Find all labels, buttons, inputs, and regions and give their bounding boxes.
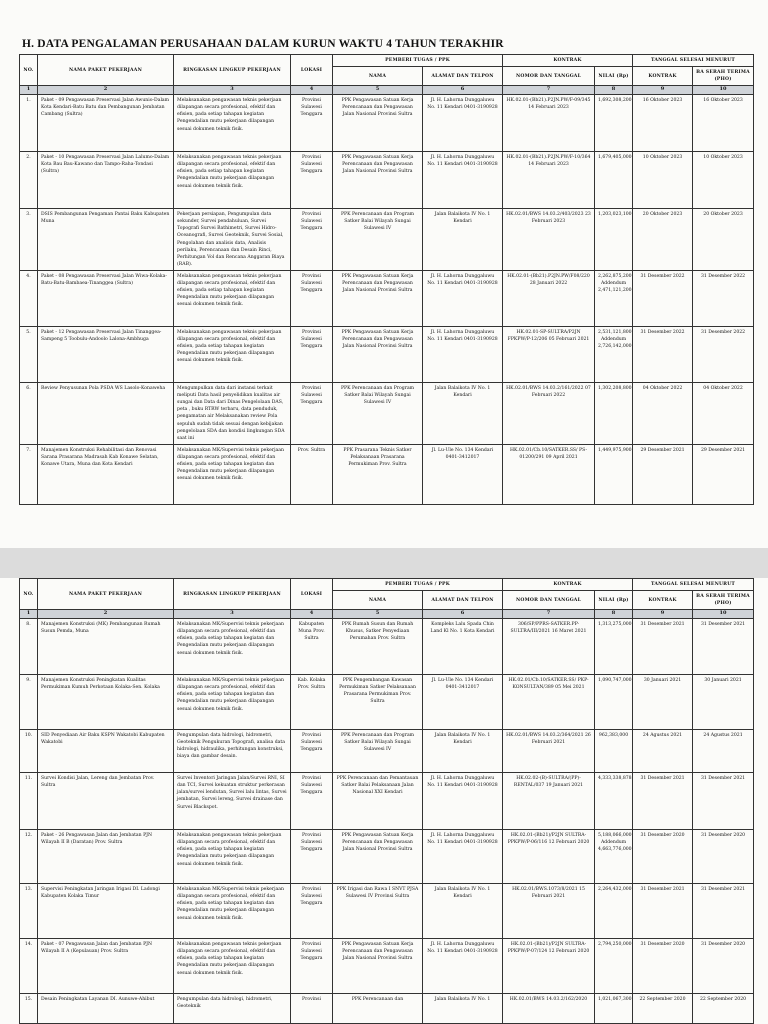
header-kontrak: KONTRAK (503, 55, 633, 67)
cell-tgl-kontrak: 04 Oktober 2022 (633, 382, 693, 444)
header-alamat: ALAMAT DAN TELPON (423, 591, 503, 610)
cell-alamat: Jl. H. Lahorna Dunggaluwu No. 11 Kendari 0401-3190928 (423, 830, 503, 884)
cell-ba-serah-terima: 20 Oktober 2023 (693, 209, 754, 271)
cell-tgl-kontrak: 31 Desember 2021 (633, 619, 693, 675)
cell-nomor-tanggal: HK.02.01/BWS 14.03.2/162/2020 (503, 994, 595, 1024)
cell-lokasi: Provinsi Sulawesi Tenggara (291, 152, 333, 209)
cell-nama-paket: Paket - 12 Pengawasan Preservasi Jalan Tinanggea-Sampeng 5 Toobulu-Andoolo Lalona-Ambhuga (38, 326, 174, 382)
cell-nilai: 4,333,338,878 (595, 773, 633, 830)
cell-nomor-tanggal: HK.02.01/Cb.10/SATKER.SS/ PS-01200/291 09 April 2021 (503, 444, 595, 504)
header-no: NO. (20, 579, 38, 610)
cell-nomor-tanggal: HK.02.01/BWS.1073/8/2021 15 Februari 2021 (503, 884, 595, 939)
row-number: 13. (20, 884, 38, 939)
row-number: 9. (20, 675, 38, 730)
cell-ba-serah-terima: 31 Desember 2021 (693, 619, 754, 675)
cell-nilai: 2,531,121,800 Addendum 2,726,142,000 (595, 326, 633, 382)
cell-pemberi-nama: PPK Pengawasan Satuan Kerja Perencanaan dan Pengawasan Jalan Nasional Provinsi Sultra (333, 939, 423, 994)
cell-lingkup: Melaksanakan MK/Supervisi teknis pekerjaan dilapangan secara profesional, efektif dan efisien, pada setiap tahapan kegiatan dan Pengendalian mutu pekerjaan dilapangan sesuai dokumen teknik fisik. (174, 444, 291, 504)
header-tgl-kontrak: KONTRAK (633, 591, 693, 610)
cell-nilai: 5,188,066,000 Addendum 4,663,776,000 (595, 830, 633, 884)
column-number: 5 (333, 610, 423, 619)
cell-ba-serah-terima: 31 Desember 2021 (693, 773, 754, 830)
column-number: 10 (693, 86, 754, 95)
cell-tgl-kontrak: 16 Oktober 2023 (633, 95, 693, 152)
cell-ba-serah-terima: 10 Oktober 2023 (693, 152, 754, 209)
column-number: 2 (38, 86, 174, 95)
table-row (20, 884, 754, 939)
cell-nomor-tanggal: HK.02.02-(B)-SULTRA/(PP)-RENTAL/037 19 Januari 2021 (503, 773, 595, 830)
cell-alamat: Jalan Balaikota IV No. 1 Kendari (423, 884, 503, 939)
header-nama: NAMA (333, 67, 423, 86)
table-row (20, 773, 754, 830)
column-number: 3 (174, 610, 291, 619)
cell-pemberi-nama: PPK Pengawasan Satuan Kerja Perencanaan dan Pengawasan Jalan Nasional Provinsi Sultra (333, 152, 423, 209)
column-number: 7 (503, 610, 595, 619)
cell-pemberi-nama: PPK Prasarana Teknis Satker Pelaksanaan Prasarana Permukiman Prov. Sultra (333, 444, 423, 504)
cell-nomor-tanggal: HK.02.01-SP-SULTRA/P2JN FPKPW/P-12/206 05 Februari 2021 (503, 326, 595, 382)
cell-alamat: Jl. H. Lahorna Dunggaluwu No. 11 Kendari 0401-3190928 (423, 939, 503, 994)
cell-tgl-kontrak: 31 Desember 2021 (633, 773, 693, 830)
cell-tgl-kontrak: 30 Januari 2021 (633, 675, 693, 730)
cell-lingkup: Melaksanakan pengawasan teknis pekerjaan dilapangan secara profesional, efektif dan efisien, pada setiap tahapan kegiatan Pengendalian mutu pekerjaan dilapangan sesuai dokumen teknik fisik. (174, 830, 291, 884)
header-lingkup: RINGKASAN LINGKUP PEKERJAAN (174, 579, 291, 610)
cell-ba-serah-terima: 24 Agustus 2021 (693, 730, 754, 773)
cell-lokasi: Provinsi Sulawesi Tenggara (291, 830, 333, 884)
cell-pemberi-nama: PPK Pengawasan Satuan Kerja Perencanaan dan Pengawasan Jalan Nasional Provinsi Sultra (333, 270, 423, 326)
cell-lingkup: Melaksanakan pengawasan teknis pekerjaan dilapangan secara profesional, efektif dan efisien, pada setiap tahapan kegiatan Pengendalian mutu pekerjaan dilapangan sesuai dokumen teknik fisik. (174, 152, 291, 209)
cell-nama-paket: Paket - 26 Pengawasan Jalan dan Jembatan PJN Wilayah II B (Daratan) Prov. Sultra (38, 830, 174, 884)
header-nomor-tanggal: NOMOR DAN TANGGAL (503, 67, 595, 86)
header-no: NO. (20, 55, 38, 86)
cell-nama-paket: Desain Peningkatan Layanan DI. Aunuwe-Ahibut (38, 994, 174, 1024)
column-number: 9 (633, 86, 693, 95)
header-tanggal-selesai: TANGGAL SELESAI MENURUT (633, 579, 754, 591)
cell-lokasi: Provinsi Sulawesi Tenggara (291, 730, 333, 773)
table-row (20, 994, 754, 1024)
cell-ba-serah-terima: 04 Oktober 2022 (693, 382, 754, 444)
cell-nilai: 1,449,975,900 (595, 444, 633, 504)
cell-lingkup: Melaksanakan MK/Supervisi teknis pekerjaan dilapangan secara profesional, efektif dan efisien, pada setiap tahapan kegiatan dan Pengendalian mutu pekerjaan dilapangan sesuai dokumen teknik fisik. (174, 884, 291, 939)
experience-table-page-2 (19, 578, 754, 1024)
cell-lokasi: Provinsi Sulawesi Tenggara (291, 270, 333, 326)
column-number: 6 (423, 86, 503, 95)
cell-nama-paket: SID Penyediaan Air Baku KSPN Wakatobi Kabupaten Wakatobi (38, 730, 174, 773)
row-number: 11. (20, 773, 38, 830)
column-number: 8 (595, 86, 633, 95)
row-number: 4. (20, 270, 38, 326)
cell-nomor-tanggal: HK.02.01-(Bb21).P2JN.PW/F-09/345 14 Februari 2023 (503, 95, 595, 152)
header-ba-serah-terima: BA SERAH TERIMA (PHO) (693, 67, 754, 86)
cell-nomor-tanggal: 306/SP/PPRS-SATKER.PP-SULTRA/III/2021 16 Maret 2021 (503, 619, 595, 675)
cell-ba-serah-terima: 31 Desember 2022 (693, 326, 754, 382)
cell-tgl-kontrak: 29 Desember 2021 (633, 444, 693, 504)
cell-nomor-tanggal: HK.02.01-(Bb21)/P2JN SULTRA-PPKPW/P-07/124 12 Februari 2020 (503, 939, 595, 994)
column-number: 7 (503, 86, 595, 95)
cell-lokasi: Provinsi Sulawesi Tenggara (291, 209, 333, 271)
cell-alamat: Jl. Lu-Ule No. 134 Kendari 0401-3412017 (423, 444, 503, 504)
cell-tgl-kontrak: 10 Oktober 2023 (633, 152, 693, 209)
column-number: 5 (333, 86, 423, 95)
cell-lokasi: Provinsi Sulawesi Tenggara (291, 326, 333, 382)
cell-lokasi: Provinsi Sulawesi Tenggara (291, 382, 333, 444)
cell-pemberi-nama: PPK Perencanaan dan Program Satker Balai Wilayah Sungai Sulawesi IV (333, 209, 423, 271)
cell-lokasi: Provinsi Sulawesi Tenggara (291, 95, 333, 152)
cell-nomor-tanggal: HK.02.01-(Bb21).P2JN.PW/F-10/364 14 Februari 2023 (503, 152, 595, 209)
row-number: 8. (20, 619, 38, 675)
cell-tgl-kontrak: 31 Desember 2020 (633, 830, 693, 884)
header-nama: NAMA (333, 591, 423, 610)
cell-nama-paket: Paket - 09 Pengawasan Preservasi Jalan Awunio-Dalam Kota Kendari-Batu Batu dan Pembangunan Jembatan Cambang (Sultra) (38, 95, 174, 152)
cell-lokasi: Provinsi Sulawesi Tenggara (291, 884, 333, 939)
table-row (20, 152, 754, 209)
cell-nomor-tanggal: HK.02.01-(Bb21).P2JN.PW/F08/220 28 Januari 2022 (503, 270, 595, 326)
row-number: 5. (20, 326, 38, 382)
header-lingkup: RINGKASAN LINGKUP PEKERJAAN (174, 55, 291, 86)
experience-table-page-1 (19, 54, 754, 505)
column-number: 1 (20, 610, 38, 619)
header-nilai: NILAI (Rp) (595, 591, 633, 610)
row-number: 12. (20, 830, 38, 884)
header-nama-paket: NAMA PAKET PEKERJAAN (38, 55, 174, 86)
column-number: 4 (291, 610, 333, 619)
cell-lingkup: Melaksanakan pengawasan teknis pekerjaan dilapangan secara profesional, efektif dan efisien, pada setiap tahapan kegiatan Pengendalian mutu pekerjaan dilapangan sesuai dokumen teknik fisik. (174, 939, 291, 994)
row-number: 3. (20, 209, 38, 271)
cell-lingkup: Survei Inventori Jaringan Jalan/Survei RNI, SI dan TCI, Survei kekuatan struktur perkerasan jalan/survei lendutan, Survei lalu lintas, Survei jembatan, Survei lereng, Survei drainase dan Survei Blackspot. (174, 773, 291, 830)
section-heading: H. DATA PENGALAMAN PERUSAHAAN DALAM KURUN WAKTU 4 TAHUN TERAKHIR (22, 38, 504, 50)
row-number: 6. (20, 382, 38, 444)
cell-nilai: 2,262,875,200 Addendum 2,471,121,200 (595, 270, 633, 326)
cell-pemberi-nama: PPK Pengawasan Satuan Kerja Perencanaan dan Pengawasan Jalan Nasional Provinsi Sultra (333, 95, 423, 152)
cell-lingkup: Pengumpulan data hidrologi, hidrometri, Geoteknik Pengukuran Topografi, analisa data hidrologi, hidraulika, perhitungan konstruksi, biaya dan gambar desain. (174, 730, 291, 773)
cell-lingkup: Melaksanakan MK/Supervisi teknis pekerjaan dilapangan secara profesional, efektif dan efisien, pada setiap tahapan kegiatan dan Pengendalian mutu pekerjaan dilapangan sesuai dokumen teknik fisik. (174, 619, 291, 675)
cell-alamat: Jl. H. Lahorna Dunggaluwu No. 11 Kendari 0401-3190928 (423, 270, 503, 326)
header-lokasi: LOKASI (291, 55, 333, 86)
header-kontrak: KONTRAK (503, 579, 633, 591)
table-row (20, 830, 754, 884)
cell-lingkup: Melaksanakan pengawasan teknis pekerjaan dilapangan secara profesional, efektif dan efisien, pada setiap tahapan kegiatan Pengendalian mutu pekerjaan dilapangan sesuai dokumen teknik fisik. (174, 95, 291, 152)
cell-pemberi-nama: PPK Perencanaan dan Program Satker Balai Wilayah Sungai Sulawesi IV (333, 730, 423, 773)
cell-nilai: 1,302,208,800 (595, 382, 633, 444)
table-row (20, 675, 754, 730)
cell-lokasi: Provinsi (291, 994, 333, 1024)
cell-nilai: 1,313,275,000 (595, 619, 633, 675)
table-row (20, 444, 754, 504)
cell-lokasi: Kabupaten Muna Prov. Sultra (291, 619, 333, 675)
cell-nilai: 1,021,067,300 (595, 994, 633, 1024)
cell-nama-paket: Manajemen Konstruksi (MK) Pembangunan Rumah Susun Pemda, Muna (38, 619, 174, 675)
cell-nilai: 2,264,432,000 (595, 884, 633, 939)
cell-tgl-kontrak: 31 Desember 2021 (633, 884, 693, 939)
cell-alamat: Jalan Balaikota IV No. 1 Kendari (423, 730, 503, 773)
table-row (20, 270, 754, 326)
row-number: 7. (20, 444, 38, 504)
cell-nilai: 2,794,250,000 (595, 939, 633, 994)
column-number: 6 (423, 610, 503, 619)
cell-ba-serah-terima: 30 Januari 2021 (693, 675, 754, 730)
cell-nilai: 1,203,023,100 (595, 209, 633, 271)
cell-tgl-kontrak: 22 September 2020 (633, 994, 693, 1024)
cell-lokasi: Provinsi Sulawesi Tenggara (291, 939, 333, 994)
table-row (20, 382, 754, 444)
column-number-row (20, 610, 754, 619)
header-ba-serah-terima: BA SERAH TERIMA (PHO) (693, 591, 754, 610)
cell-nilai: 962,383,000 (595, 730, 633, 773)
cell-alamat: Jl. H. Lahorna Dunggaluwu No. 11 Kendari 0401-3190928 (423, 326, 503, 382)
cell-pemberi-nama: PPK Pengembangan Kawasan Permukiman Satker Pelaksanaan Prasarana Permukiman Prov. Sultra (333, 675, 423, 730)
cell-pemberi-nama: PPK Irigasi dan Rawa I SNVT PJSA Sulawesi IV Provinsi Sultra (333, 884, 423, 939)
cell-tgl-kontrak: 20 Oktober 2023 (633, 209, 693, 271)
cell-ba-serah-terima: 31 Desember 2021 (693, 884, 754, 939)
cell-tgl-kontrak: 31 Desember 2020 (633, 939, 693, 994)
header-nomor-tanggal: NOMOR DAN TANGGAL (503, 591, 595, 610)
cell-tgl-kontrak: 24 Agustus 2021 (633, 730, 693, 773)
header-pemberi-tugas: PEMBERI TUGAS / PPK (333, 579, 503, 591)
cell-nomor-tanggal: HK.02.01/Cb.10/SATKER.SS/ PKP-KONSULTAN/389 05 Mei 2021 (503, 675, 595, 730)
cell-nomor-tanggal: HK.02.01/BWS 14.03.2/161/2022 07 Februari 2022 (503, 382, 595, 444)
row-number: 2. (20, 152, 38, 209)
cell-nama-paket: Paket - 08 Pengawasan Preservasi Jalan Wiwa-Kolaka-Batu-Batu-Bambaea-Tinanggea (Sultra) (38, 270, 174, 326)
cell-lokasi: Provinsi Sulawesi Tenggara (291, 773, 333, 830)
cell-pemberi-nama: PPK Rumah Susun dan Rumah Khusus, Satker Penyediaan Perumahan Prov. Sultra (333, 619, 423, 675)
cell-nama-paket: DSIS Pembangunan Pengaman Pantai Baku Kabupaten Muna (38, 209, 174, 271)
cell-lingkup: Melaksanakan pengawasan teknis pekerjaan dilapangan secara profesional, efektif dan efisien, pada setiap tahapan kegiatan Pengendalian mutu pekerjaan dilapangan sesuai dokumen teknik fisik. (174, 326, 291, 382)
cell-pemberi-nama: PPK Perencanaan dan (333, 994, 423, 1024)
cell-alamat: Jalan Balaikota IV No. 1 Kendari (423, 209, 503, 271)
cell-pemberi-nama: PPK Pengawasan Satuan Kerja Perencanaan dan Pengawasan Jalan Nasional Provinsi Sultra (333, 326, 423, 382)
cell-alamat: Jl. H. Lahorna Dunggaluwu No. 11 Kendari 0401-3190928 (423, 773, 503, 830)
cell-lokasi: Prov. Sultra (291, 444, 333, 504)
row-number: 15. (20, 994, 38, 1024)
cell-pemberi-nama: PPK Pengawasan Satuan Kerja Perencanaan dan Pengawasan Jalan Nasional Provinsi Sultra (333, 830, 423, 884)
cell-alamat: Jl. H. Lahorna Dunggaluwu No. 11 Kendari 0401-3190928 (423, 95, 503, 152)
cell-nomor-tanggal: HK.02.01/BWS 14.03.2/403/2023 23 Februari 2023 (503, 209, 595, 271)
cell-pemberi-nama: PPK Perencanaan dan Program Satker Balai Wilayah Sungai Sulawesi IV (333, 382, 423, 444)
cell-lokasi: Kab. Kolaka Prov. Sultra (291, 675, 333, 730)
cell-ba-serah-terima: 31 Desember 2020 (693, 939, 754, 994)
column-number: 8 (595, 610, 633, 619)
cell-nilai: 1,679,405,000 (595, 152, 633, 209)
cell-ba-serah-terima: 29 Desember 2021 (693, 444, 754, 504)
cell-nilai: 1,090,747,000 (595, 675, 633, 730)
cell-lingkup: Melaksanakan pengawasan teknis pekerjaan dilapangan secara profesional, efektif dan efisien, pada setiap tahapan kegiatan Pengendalian mutu pekerjaan dilapangan sesuai dokumen teknik fisik. (174, 270, 291, 326)
row-number: 1. (20, 95, 38, 152)
header-tgl-kontrak: KONTRAK (633, 67, 693, 86)
table-row (20, 95, 754, 152)
column-number: 3 (174, 86, 291, 95)
cell-ba-serah-terima: 16 Oktober 2023 (693, 95, 754, 152)
cell-nama-paket: Review Penyusunan Pola PSDA WS Lasolo-Konaweha (38, 382, 174, 444)
table-row (20, 326, 754, 382)
cell-nama-paket: Manajemen Konstruksi Rehabilitasi dan Renovasi Sarana Prasarana Madrasah Kab Konawe Selatan, Konawe Utara, Muna dan Kota Kendari (38, 444, 174, 504)
cell-ba-serah-terima: 22 September 2020 (693, 994, 754, 1024)
cell-nomor-tanggal: HK.02.01-(Bb21)/P2JN SULTRA-PPKPW/P-06/116 12 Februari 2020 (503, 830, 595, 884)
cell-lingkup: Mengumpulkan data dari instansi terkait meliputi Data hasil penyelidikan kualitas air sungai dan Data dari Dinas Pengelolaan DAS, peta , buku RTRW terbaru, data penduduk, pengamatan air Melaksanakan review Pola sepuluh sudah tidak sesuai dengan kebijakan pengelolaan SDA dan kondisi lingkungan SDA saat ini (174, 382, 291, 444)
cell-lingkup: Pekerjaan persiapan, Pengumpulan data sekunder, Survei pendahuluan, Survei Topografi Survei Bathimetri, Survei Hidro-Oceanografi, Survei Geoteknik, Survei Sosial, Pengolahan dan analisis data, Analisis perilaku, Perencanaan dan Desain Rinci, Perhitungan Vol dan Rencana Anggaran Biaya (RAB). (174, 209, 291, 271)
header-pemberi-tugas: PEMBERI TUGAS / PPK (333, 55, 503, 67)
cell-alamat: Jl. Lu-Ule No. 134 Kendari 0401-3412017 (423, 675, 503, 730)
cell-ba-serah-terima: 31 Desember 2022 (693, 270, 754, 326)
header-nilai: NILAI (Rp) (595, 67, 633, 86)
header-nama-paket: NAMA PAKET PEKERJAAN (38, 579, 174, 610)
cell-tgl-kontrak: 31 Desember 2022 (633, 326, 693, 382)
cell-nomor-tanggal: HK.02.01/BWS 14.03.2/364/2021 26 Februari 2021 (503, 730, 595, 773)
cell-nama-paket: Manajemen Konstruksi Peningkatan Kualitas Permukiman Kumuh Perkotaan Kolaka-Sen. Kolaka (38, 675, 174, 730)
cell-alamat: Jalan Balaikota IV No. 1 Kendari (423, 382, 503, 444)
header-alamat: ALAMAT DAN TELPON (423, 67, 503, 86)
table-row (20, 619, 754, 675)
cell-lingkup: Melaksanakan MK/Supervisi teknis pekerjaan dilapangan secara profesional, efektif dan efisien, pada setiap tahapan kegiatan dan Pengendalian mutu pekerjaan dilapangan sesuai dokumen teknik fisik. (174, 675, 291, 730)
column-number: 2 (38, 610, 174, 619)
table-row (20, 209, 754, 271)
column-number: 9 (633, 610, 693, 619)
cell-tgl-kontrak: 31 Desember 2022 (633, 270, 693, 326)
cell-alamat: Kompleks Lalu Spada Chin Land Kl No. 1 Kota Kendari (423, 619, 503, 675)
cell-nama-paket: Survei Kondisi Jalan, Lereng dan Jembatan Prov. Sultra (38, 773, 174, 830)
cell-nama-paket: Paket - 10 Pengawasan Preservasi Jalan Lalumo-Dalam Kota Bau Bau-Kawano dan Tampo-Raha-Tondasi (Sultra) (38, 152, 174, 209)
column-number: 10 (693, 610, 754, 619)
cell-ba-serah-terima: 31 Desember 2020 (693, 830, 754, 884)
cell-alamat: Jalan Balaikota IV No. 1 (423, 994, 503, 1024)
cell-nama-paket: Paket - 07 Pengawasan Jalan dan Jembatan PJN Wilayah II A (Kepulauan) Prov. Sultra (38, 939, 174, 994)
cell-pemberi-nama: PPK Perencanaan dan Pemantauan Satker Balai Pelaksanaan Jalan Nasional XXI Kendari (333, 773, 423, 830)
column-number: 1 (20, 86, 38, 95)
cell-alamat: Jl. H. Lahorna Dunggaluwu No. 11 Kendari 0401-3190928 (423, 152, 503, 209)
row-number: 10. (20, 730, 38, 773)
cell-nama-paket: Supervisi Peningkatan Jaringan Irigasi DI. Ladongi Kabupaten Kolaka Timur (38, 884, 174, 939)
cell-nilai: 1,692,308,200 (595, 95, 633, 152)
table-row (20, 939, 754, 994)
column-number-row (20, 86, 754, 95)
row-number: 14. (20, 939, 38, 994)
cell-lingkup: Pengumpulan data hidrologi, hidrometri, Geoteknik (174, 994, 291, 1024)
header-tanggal-selesai: TANGGAL SELESAI MENURUT (633, 55, 754, 67)
table-row (20, 730, 754, 773)
header-lokasi: LOKASI (291, 579, 333, 610)
column-number: 4 (291, 86, 333, 95)
